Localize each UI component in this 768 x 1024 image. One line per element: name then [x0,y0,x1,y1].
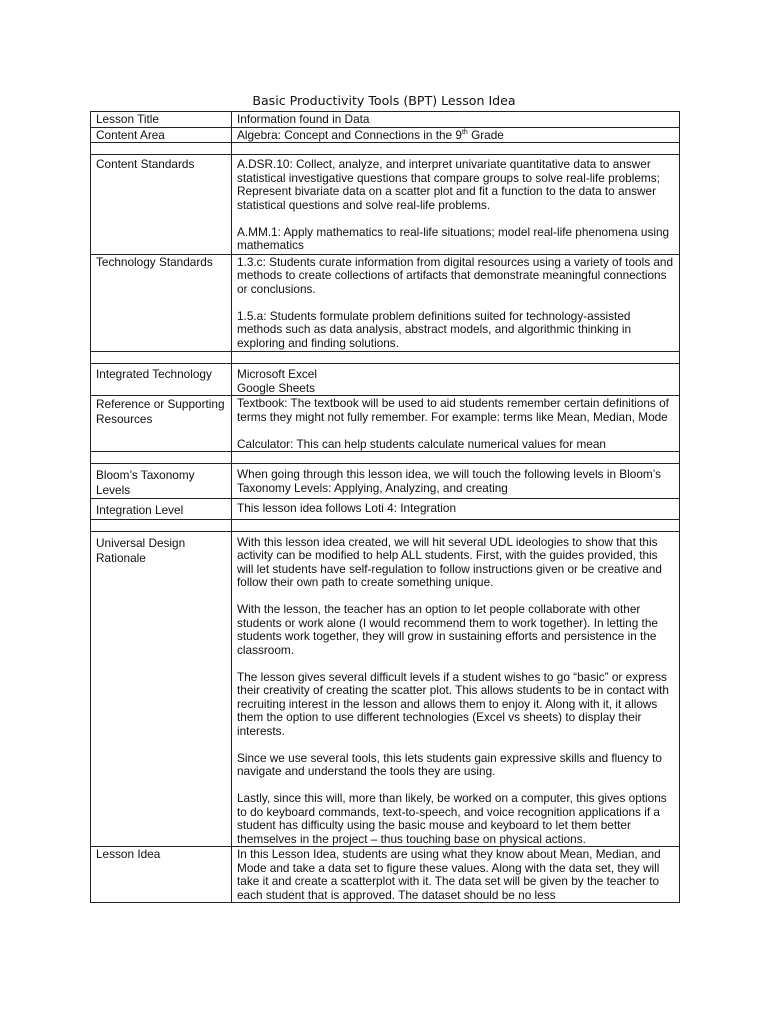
standard-paragraph: 1.5.a: Students formulate problem definitions suited for technology-assisted methods such as data analysis, abstract models, and algorithmic thinking in exploring and finding solutions. [237,308,632,350]
reference-value [232,396,680,452]
table-row [91,112,680,128]
standard-paragraph: A.DSR.10: Collect, analyze, and interpret univariate quantitative data to answer statistical investigative questions that compare groups to solve real-life problems; Represent bivariate data on a scatter plot and fit a function to the data to answer statistical questions and solve real-life problems. [237,157,660,212]
table-row [91,531,680,847]
standard-paragraph: 1.3.c: Students curate information from digital resources using a variety of tools and methods to create collections of artifacts that demonstrate meaningful connections or conclusions. [237,254,674,296]
content-standards-value [232,155,680,255]
document-title: Basic Productivity Tools (BPT) Lesson Idea [252,93,516,108]
integration-level-value: This lesson idea follows Loti 4: Integration [232,499,680,520]
reference-paragraph: Calculator: This can help students calculate numerical values for mean [237,436,606,451]
lesson-idea-value: In this Lesson Idea, students are using what they know about Mean, Median, and Mode and take a data set to figure these values. Along with the data set, they will take it and create a scatterplot with it. The data set will be given by the teacher to each student that is approved. The dataset should be no less [232,847,680,903]
blooms-value: When going through this lesson idea, we will touch the following levels in Bloom’s Taxonomy Levels: Applying, Analyzing, and creating [232,464,680,499]
table-row [91,499,680,520]
udl-paragraph: Since we use several tools, this lets students gain expressive skills and fluency to navigate and understand the tools they are using. [237,750,662,778]
udl-paragraph: The lesson gives several difficult levels if a student wishes to go “basic” or express their creativity of creating the scatter plot. This allows students to be in contact with recruiting interest in the lesson and allows them to enjoy it. Along with it, it allows them the option to use different technologies (Excel vs sheets) to display their interests. [237,669,669,738]
udl-value [232,531,680,847]
row-label: Integration Level [91,499,232,520]
row-label: Integrated Technology [91,364,232,396]
row-label: Reference or Supporting Resources [91,396,232,452]
row-label: Lesson Idea [91,847,232,903]
udl-paragraph: With the lesson, the teacher has an option to let people collaborate with other students or work alone (I would recommend them to work together). In letting the students work together, they will grow in sustaining efforts and persistence in the classroom. [237,602,658,657]
table-row [91,155,680,255]
udl-paragraph: Lastly, since this will, more than likely, be worked on a computer, this gives options to do keyboard commands, text-to-speech, and voice recognition applications if a student has difficulty using the basic mouse and keyboard to let them better themselves in the project – thus touching base on physical actions. [237,791,667,846]
table-row [91,464,680,499]
spacer-row [91,452,680,464]
lesson-title-value: Information found in Data [232,112,680,128]
table-row [91,127,680,143]
technology-item: Google Sheets [237,380,316,395]
lesson-plan-table [90,111,680,903]
spacer-row [91,352,680,364]
integrated-technology-value [232,364,680,396]
row-label: Technology Standards [91,254,232,352]
row-label: Content Standards [91,155,232,255]
table-row [91,847,680,903]
spacer-row [91,143,680,155]
table-row [91,364,680,396]
technology-item: Microsoft Excel [237,367,317,381]
content-area-text-end: Grade [467,127,504,142]
row-label: Universal Design Rationale [91,531,232,847]
spacer-row [91,519,680,531]
row-label: Bloom’s Taxonomy Levels [91,464,232,499]
row-label: Lesson Title [91,112,232,128]
technology-standards-value [232,254,680,352]
row-label: Content Area [91,127,232,143]
reference-paragraph: Textbook: The textbook will be used to aid students remember certain definitions of terms they might not fully remember. For example: terms like Mean, Median, Mode [237,396,669,424]
udl-paragraph: With this lesson idea created, we will hit several UDL ideologies to show that this activity can be modified to help ALL students. First, with the guides provided, this will let students have self-regulation to follow instructions given or be creative and follow their own path to create something unique. [237,534,662,589]
standard-paragraph: A.MM.1: Apply mathematics to real-life situations; model real-life phenomena using mathematics [237,224,670,252]
content-area-text: Algebra: Concept and Connections in the 9 [237,127,462,142]
content-area-value [232,127,680,143]
table-row [91,396,680,452]
table-row [91,254,680,352]
ordinal-suffix: th [461,128,468,136]
